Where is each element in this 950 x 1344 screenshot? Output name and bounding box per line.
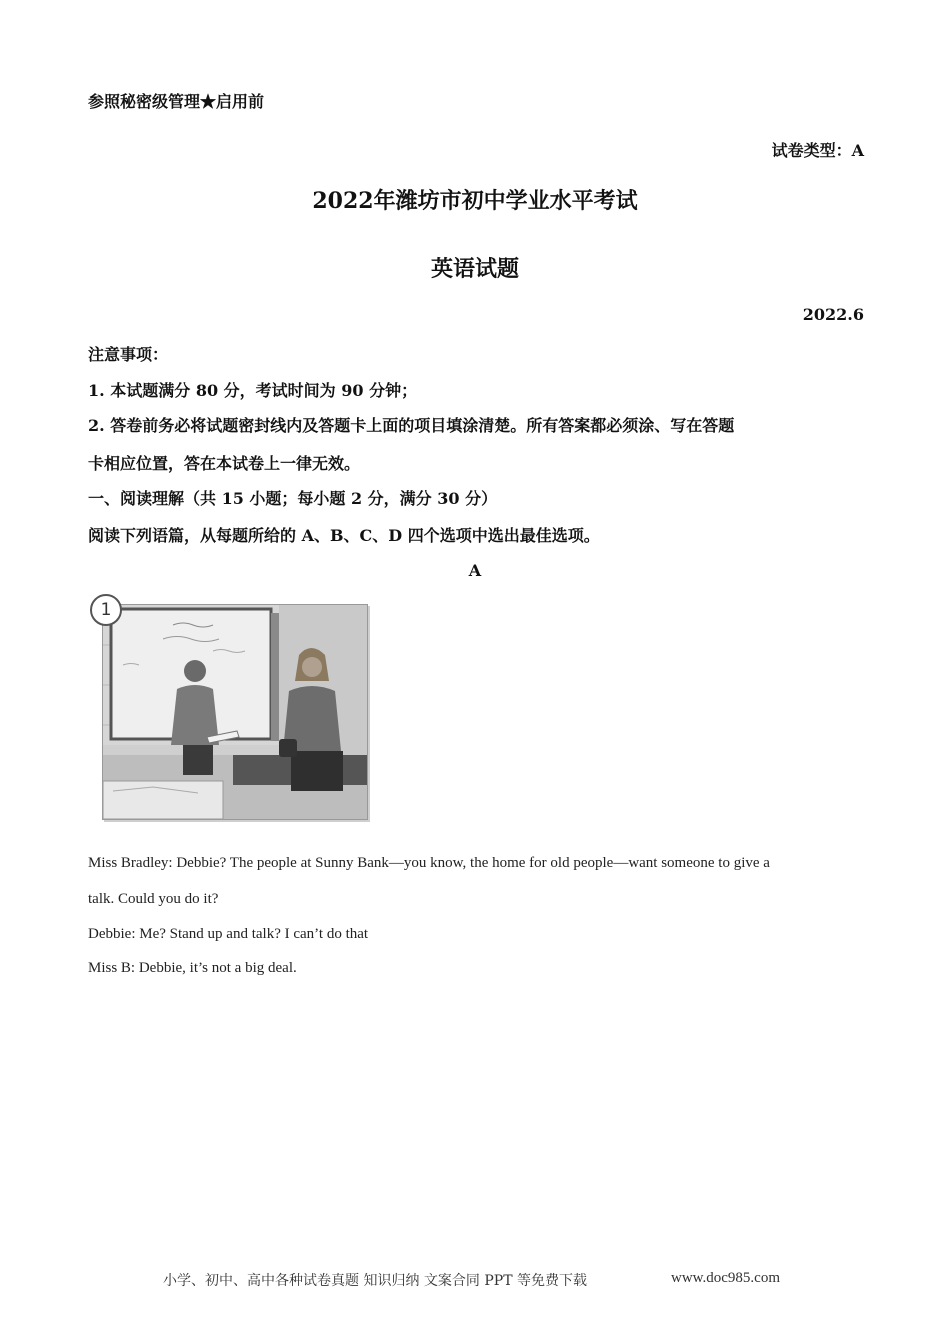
dialogue-line-1a: Miss Bradley: Debbie? The people at Sunny Bank—you know, the home for old people—want someone to give a — [88, 855, 770, 871]
notes-heading: 注意事项： — [88, 345, 169, 364]
figure-number-badge: 1 — [90, 594, 122, 626]
paper-type-label: 试卷类型：A — [771, 141, 864, 160]
dialogue-line-1b: talk. Could you do it? — [88, 891, 219, 907]
passage-label: A — [468, 561, 482, 580]
exam-date: 2022.6 — [802, 305, 864, 324]
dialogue-line-3: Miss B: Debbie, it’s not a big deal. — [88, 960, 297, 976]
note-item-2-line-1: 2. 答卷前务必将试题密封线内及答题卡上面的项目填涂清楚。所有答案都必须涂、写在答题 — [88, 416, 735, 435]
section-instruction: 阅读下列语篇，从每题所给的 A、B、C、D 四个选项中选出最佳选项。 — [88, 526, 600, 545]
subject-title: 英语试题 — [430, 256, 519, 282]
classroom-photo — [102, 604, 368, 820]
section-heading: 一、阅读理解（共 15 小题；每小题 2 分，满分 30 分） — [88, 489, 498, 508]
exam-title: 2022年潍坊市初中学业水平考试 — [312, 188, 638, 214]
classroom-illustration — [88, 594, 370, 826]
classroom-scene-image — [103, 605, 367, 819]
note-item-2-line-2: 卡相应位置，答在本试卷上一律无效。 — [88, 454, 361, 473]
footer-url-link[interactable]: www.doc985.com — [671, 1270, 781, 1286]
dialogue-line-2: Debbie: Me? Stand up and talk? I can’t do that — [88, 926, 369, 942]
secrecy-label: 参照秘密级管理★启用前 — [88, 92, 265, 111]
footer-text: 小学、初中、高中各种试卷真题 知识归纳 文案合同 PPT 等免费下载 — [163, 1273, 587, 1289]
note-item-1: 1. 本试题满分 80 分，考试时间为 90 分钟； — [88, 381, 418, 400]
